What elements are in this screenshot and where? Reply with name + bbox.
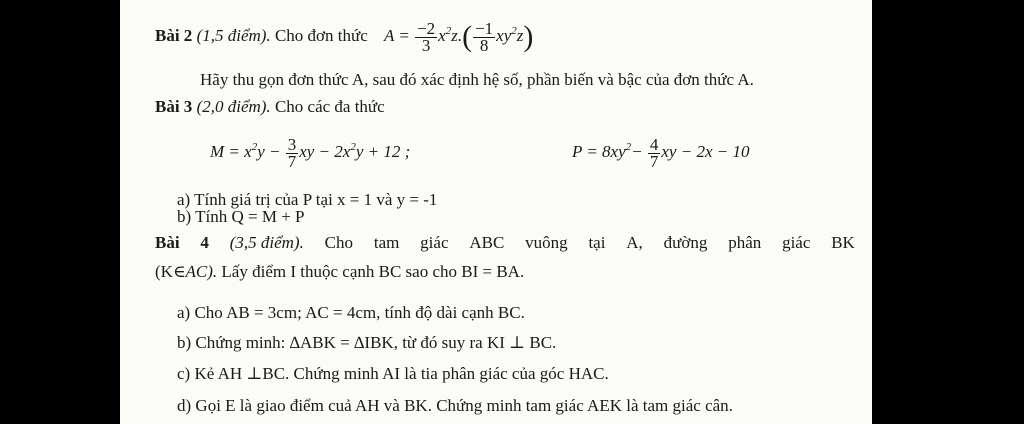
- fraction: [286, 134, 299, 171]
- exponent: 2: [445, 25, 452, 37]
- expr-lhs: A =: [384, 26, 410, 45]
- exponent: 2: [625, 141, 632, 153]
- bai4-item-d: d) Gọi E là giao điểm cuả AH và BK. Chứng minh tam giác AEK là tam giác cân.: [177, 396, 733, 415]
- bai3-item-a: a) Tính giá trị của P tại x = 1 và y = -1: [177, 190, 438, 209]
- word: ABC: [469, 233, 505, 252]
- expr-term: xy − 2x − 10: [661, 142, 750, 161]
- fraction-den: 3: [421, 35, 431, 55]
- word: tại: [588, 233, 606, 252]
- word: giác: [782, 233, 811, 252]
- expr-term: z.: [451, 26, 463, 45]
- fraction-den: 7: [649, 151, 659, 171]
- bai4-item-c: c) Kẻ AH ⊥BC. Chứng minh AI là tia phân giác của góc HAC.: [177, 364, 609, 383]
- bai4-item-b: b) Chứng minh: ∆ABK = ∆IBK, từ đó suy ra KI ⊥ BC.: [177, 333, 557, 352]
- word: Cho: [324, 233, 354, 252]
- monomial-A: A = $\frac{-2}{3}$ $x^2z$.( $\frac{-1}{8}$ $xy^2z$): [384, 18, 534, 55]
- exam-page: [120, 0, 872, 424]
- word: đường: [663, 233, 708, 252]
- fraction-num: −1: [475, 18, 494, 38]
- word: A,: [626, 233, 643, 252]
- bai2-intro: Cho đơn thức: [274, 26, 368, 45]
- fraction-den: 7: [287, 151, 297, 171]
- bai3-item-b: b) Tính Q = M + P: [177, 207, 305, 226]
- expr-term: xy: [496, 26, 512, 45]
- bai4-item-a: a) Cho AB = 3cm; AC = 4cm, tính độ dài cạnh BC.: [177, 303, 525, 322]
- k-in: (K∈: [155, 262, 186, 281]
- fraction: [473, 18, 495, 55]
- polynomial-P: [572, 132, 749, 172]
- expr-term: −: [631, 142, 643, 161]
- bai3-line: [155, 97, 385, 117]
- bai3-points: (2,0 điểm).: [196, 97, 271, 116]
- fraction: [415, 18, 437, 55]
- expr-term: M = x: [210, 142, 252, 161]
- word: phân: [728, 233, 762, 252]
- bai3-intro: Cho các đa thức: [274, 97, 385, 116]
- bai4-heading-word: 4: [200, 233, 209, 252]
- bai4-heading-word: Bài: [155, 233, 180, 252]
- word: BK: [831, 233, 855, 252]
- exponent: 2: [350, 141, 356, 153]
- bai4-line2: [155, 262, 524, 282]
- fraction-den: 8: [479, 35, 489, 55]
- bai4-line1: [155, 233, 855, 253]
- fraction-num: 4: [649, 134, 659, 154]
- expr-term: y + 12 ;: [355, 142, 411, 161]
- fraction-num: 3: [287, 134, 297, 154]
- k-ac: AC).: [185, 262, 218, 281]
- exponent: 2: [511, 25, 517, 37]
- bai3-heading: Bài 3: [155, 97, 193, 116]
- bai2-line: [155, 18, 534, 55]
- bai2-points: (1,5 điểm).: [196, 26, 271, 45]
- bai4-points: (3,5 điểm).: [229, 233, 304, 252]
- expr-term: z: [516, 26, 524, 45]
- expr-term: xy − 2x: [299, 142, 351, 161]
- word: vuông: [525, 233, 568, 252]
- fraction-num: −2: [417, 18, 436, 38]
- expr-term: P = 8xy: [572, 142, 626, 161]
- exponent: 2: [251, 141, 258, 153]
- bai2-heading: Bài 2: [155, 26, 193, 45]
- bai2-task: Hãy thu gọn đơn thức A, sau đó xác định hệ số, phần biến và bậc của đơn thức A.: [200, 70, 754, 89]
- polynomial-M: [210, 132, 410, 172]
- expr-term: y −: [257, 142, 281, 161]
- bai4-line2-rest: Lấy điểm I thuộc cạnh BC sao cho BI = BA.: [221, 262, 525, 281]
- word: tam: [373, 233, 400, 252]
- word: giác: [420, 233, 449, 252]
- expr-term: x: [438, 26, 446, 45]
- fraction: [648, 134, 661, 171]
